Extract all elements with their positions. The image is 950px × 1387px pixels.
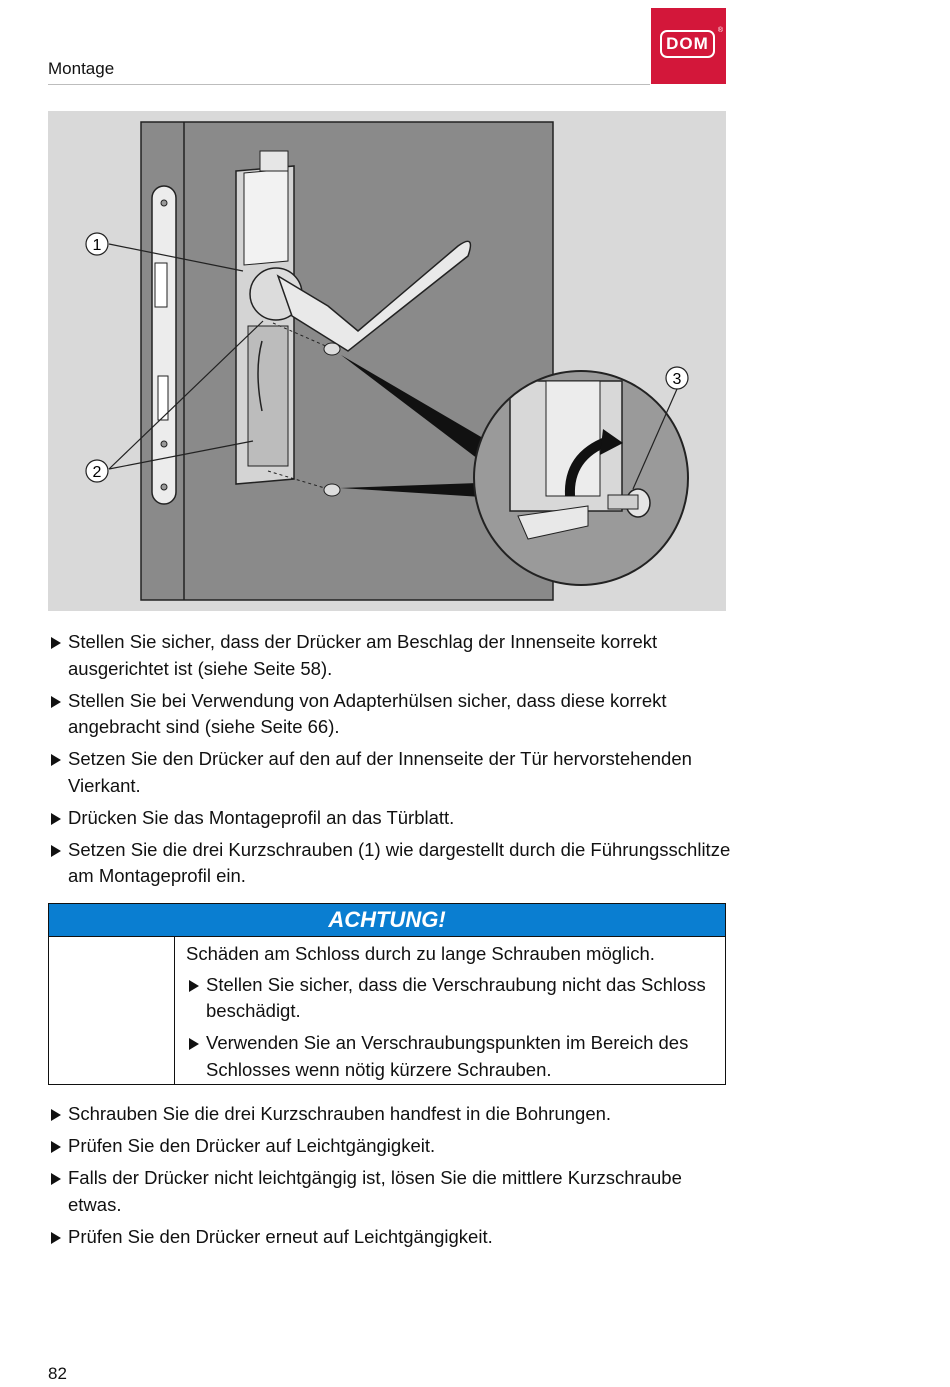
list-item: Stellen Sie sicher, dass die Verschraubung nicht das Schloss beschädigt. xyxy=(186,972,726,1025)
list-item: Verwenden Sie an Verschraubungspunkten im Bereich des Schlosses wenn nötig kürzere Schrauben. xyxy=(186,1030,726,1083)
bullet-triangle-icon xyxy=(51,1141,61,1153)
warning-box xyxy=(48,903,726,1085)
list-item: Prüfen Sie den Drücker auf Leichtgängigkeit. xyxy=(48,1133,738,1160)
list-item: Prüfen Sie den Drücker erneut auf Leichtgängigkeit. xyxy=(48,1224,738,1251)
header-rule xyxy=(48,84,650,85)
logo-registered-mark: ® xyxy=(717,27,723,34)
list-item: Setzen Sie die drei Kurzschrauben (1) wie dargestellt durch die Führungsschlitze am Montageprofil ein. xyxy=(48,837,738,890)
bullet-triangle-icon xyxy=(51,845,61,857)
brand-logo xyxy=(651,8,726,84)
assembly-drawing xyxy=(48,111,726,611)
list-item: Drücken Sie das Montageprofil an das Türblatt. xyxy=(48,805,738,832)
list-item: Setzen Sie den Drücker auf den auf der Innenseite der Tür hervorstehenden Vierkant. xyxy=(48,746,738,799)
bullet-triangle-icon xyxy=(51,1232,61,1244)
warning-content xyxy=(186,941,726,1089)
svg-text:3: 3 xyxy=(672,371,682,388)
callout-2 xyxy=(86,460,108,482)
warning-intro: Schäden am Schloss durch zu lange Schrauben möglich. xyxy=(186,943,655,964)
bullet-triangle-icon xyxy=(51,1109,61,1121)
bullet-triangle-icon xyxy=(51,754,61,766)
instruction-list-top xyxy=(48,629,738,895)
warning-title: ACHTUNG! xyxy=(49,904,725,937)
list-item: Stellen Sie bei Verwendung von Adapterhülsen sicher, dass diese korrekt angebracht sind (siehe Seite 66). xyxy=(48,688,738,741)
bullet-triangle-icon xyxy=(51,637,61,649)
bullet-triangle-icon xyxy=(51,696,61,708)
instruction-list-bottom xyxy=(48,1101,738,1256)
list-item: Stellen Sie sicher, dass der Drücker am Beschlag der Innenseite korrekt ausgerichtet ist (siehe Seite 58). xyxy=(48,629,738,682)
bullet-triangle-icon xyxy=(51,813,61,825)
header-title: Montage xyxy=(48,59,115,78)
callout-3 xyxy=(666,367,688,389)
page-number: 82 xyxy=(48,1364,67,1383)
callout-1 xyxy=(86,233,108,255)
svg-text:1: 1 xyxy=(92,237,102,254)
warning-symbol-cell xyxy=(49,937,175,1084)
warning-list xyxy=(186,972,726,1084)
list-item: Falls der Drücker nicht leichtgängig ist, lösen Sie die mittlere Kurzschraube etwas. xyxy=(48,1165,738,1218)
assembly-illustration xyxy=(48,111,726,611)
bullet-triangle-icon xyxy=(189,1038,199,1050)
bullet-triangle-icon xyxy=(51,1173,61,1185)
logo-text: DOM xyxy=(660,30,715,58)
list-item: Schrauben Sie die drei Kurzschrauben handfest in die Bohrungen. xyxy=(48,1101,738,1128)
svg-text:2: 2 xyxy=(92,464,102,481)
bullet-triangle-icon xyxy=(189,980,199,992)
